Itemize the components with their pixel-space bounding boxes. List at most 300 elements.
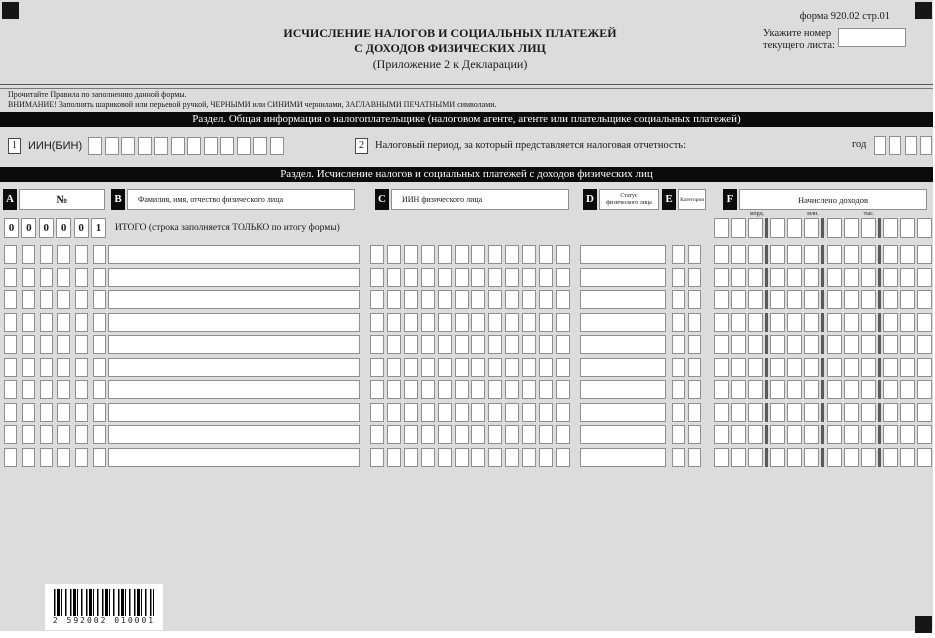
row-number-cell[interactable] [75,380,88,399]
amount-cell[interactable] [748,245,763,264]
row-number-cell[interactable] [40,403,53,422]
iin-cell[interactable] [370,245,384,264]
status-input[interactable] [580,380,666,399]
iin-bin-cell[interactable] [253,137,267,155]
row-number-cell[interactable] [40,290,53,309]
iin-cell[interactable] [370,380,384,399]
amount-cell[interactable] [770,218,785,238]
iin-cell[interactable] [556,268,570,287]
row-number-cell[interactable] [22,358,35,377]
iin-cell[interactable] [438,448,452,467]
amount-cell[interactable] [770,358,785,377]
row-number-cell[interactable] [40,245,53,264]
status-input[interactable] [580,313,666,332]
category-cell[interactable] [672,268,685,287]
iin-cell[interactable] [471,245,485,264]
iin-cell[interactable] [387,358,401,377]
amount-cell[interactable] [827,425,842,444]
row-number-cell[interactable] [22,335,35,354]
amount-cell[interactable] [844,448,859,467]
amount-cell[interactable] [883,335,898,354]
iin-cell[interactable] [522,245,536,264]
amount-cell[interactable] [827,380,842,399]
row-number-cell[interactable] [75,335,88,354]
amount-cell[interactable] [917,425,932,444]
iin-cell[interactable] [421,380,435,399]
category-cell[interactable] [672,403,685,422]
amount-cell[interactable] [900,245,915,264]
iin-cell[interactable] [471,403,485,422]
iin-cell[interactable] [505,425,519,444]
iin-cell[interactable] [370,448,384,467]
amount-cell[interactable] [748,218,763,238]
iin-cell[interactable] [421,245,435,264]
amount-cell[interactable] [770,268,785,287]
iin-cell[interactable] [421,358,435,377]
iin-cell[interactable] [421,425,435,444]
row-number-cell[interactable] [57,290,70,309]
iin-cell[interactable] [421,448,435,467]
iin-cell[interactable] [488,335,502,354]
amount-cell[interactable] [804,245,819,264]
category-cell[interactable] [688,313,701,332]
amount-cell[interactable] [731,245,746,264]
row-number-cell[interactable] [4,245,17,264]
amount-cell[interactable] [770,380,785,399]
row-number-cell[interactable] [40,335,53,354]
iin-cell[interactable] [522,268,536,287]
amount-cell[interactable] [827,290,842,309]
iin-cell[interactable] [438,335,452,354]
amount-cell[interactable] [714,245,729,264]
category-cell[interactable] [688,290,701,309]
category-cell[interactable] [688,335,701,354]
year-cell[interactable] [905,136,917,155]
iin-cell[interactable] [505,358,519,377]
amount-cell[interactable] [861,218,876,238]
amount-cell[interactable] [883,245,898,264]
category-cell[interactable] [672,425,685,444]
row-number-cell[interactable] [22,403,35,422]
iin-cell[interactable] [522,335,536,354]
row-number-cell[interactable] [93,403,106,422]
amount-cell[interactable] [770,245,785,264]
row-number-cell[interactable] [4,290,17,309]
row-number-cell[interactable] [93,313,106,332]
row-number-cell[interactable] [93,425,106,444]
row-number-cell[interactable] [4,448,17,467]
iin-cell[interactable] [488,403,502,422]
iin-bin-cell[interactable] [237,137,251,155]
row-number-cell[interactable] [40,358,53,377]
iin-cell[interactable] [505,268,519,287]
iin-cell[interactable] [522,358,536,377]
category-cell[interactable] [688,380,701,399]
iin-bin-cell[interactable] [105,137,119,155]
iin-cell[interactable] [539,335,553,354]
row-number-cell[interactable] [22,290,35,309]
iin-bin-cell[interactable] [171,137,185,155]
amount-cell[interactable] [714,403,729,422]
iin-cell[interactable] [438,268,452,287]
amount-cell[interactable] [900,403,915,422]
sheet-number-input[interactable] [838,28,906,47]
amount-cell[interactable] [861,335,876,354]
iin-cell[interactable] [370,425,384,444]
iin-cell[interactable] [421,268,435,287]
iin-cell[interactable] [404,268,418,287]
amount-cell[interactable] [917,358,932,377]
iin-cell[interactable] [421,335,435,354]
amount-cell[interactable] [804,268,819,287]
amount-cell[interactable] [844,425,859,444]
iin-cell[interactable] [421,313,435,332]
iin-cell[interactable] [522,425,536,444]
amount-cell[interactable] [731,313,746,332]
iin-cell[interactable] [471,425,485,444]
amount-cell[interactable] [731,448,746,467]
iin-cell[interactable] [404,358,418,377]
amount-cell[interactable] [748,358,763,377]
row-number-cell[interactable] [4,358,17,377]
status-input[interactable] [580,425,666,444]
row-number-cell[interactable] [4,268,17,287]
amount-cell[interactable] [731,290,746,309]
status-input[interactable] [580,245,666,264]
row-number-cell[interactable] [22,425,35,444]
amount-cell[interactable] [844,358,859,377]
iin-cell[interactable] [471,335,485,354]
amount-cell[interactable] [827,218,842,238]
iin-cell[interactable] [471,290,485,309]
amount-cell[interactable] [787,358,802,377]
iin-cell[interactable] [488,425,502,444]
amount-cell[interactable] [804,380,819,399]
iin-cell[interactable] [556,448,570,467]
iin-cell[interactable] [455,313,469,332]
row-number-cell[interactable] [4,425,17,444]
amount-cell[interactable] [917,245,932,264]
iin-cell[interactable] [488,448,502,467]
amount-cell[interactable] [883,290,898,309]
iin-cell[interactable] [488,358,502,377]
amount-cell[interactable] [917,380,932,399]
row-number-cell[interactable] [22,448,35,467]
row-number-cell[interactable] [40,448,53,467]
amount-cell[interactable] [787,245,802,264]
amount-cell[interactable] [861,313,876,332]
amount-cell[interactable] [787,268,802,287]
row-number-cell[interactable] [75,290,88,309]
iin-cell[interactable] [488,245,502,264]
row-number-cell[interactable] [75,448,88,467]
amount-cell[interactable] [883,448,898,467]
iin-cell[interactable] [404,448,418,467]
iin-cell[interactable] [438,358,452,377]
row-number-cell[interactable] [40,380,53,399]
iin-cell[interactable] [488,380,502,399]
iin-cell[interactable] [556,245,570,264]
amount-cell[interactable] [804,425,819,444]
amount-cell[interactable] [861,268,876,287]
iin-bin-cell[interactable] [88,137,102,155]
iin-cell[interactable] [438,245,452,264]
amount-cell[interactable] [861,403,876,422]
iin-cell[interactable] [556,290,570,309]
amount-cell[interactable] [861,380,876,399]
amount-cell[interactable] [900,335,915,354]
amount-cell[interactable] [770,403,785,422]
row-number-cell[interactable] [57,313,70,332]
amount-cell[interactable] [748,425,763,444]
iin-cell[interactable] [438,425,452,444]
amount-cell[interactable] [861,358,876,377]
row-number-cell[interactable] [22,268,35,287]
row-number-cell[interactable] [75,268,88,287]
amount-cell[interactable] [917,218,932,238]
iin-cell[interactable] [471,313,485,332]
amount-cell[interactable] [844,313,859,332]
iin-cell[interactable] [387,335,401,354]
amount-cell[interactable] [861,290,876,309]
iin-cell[interactable] [370,335,384,354]
amount-cell[interactable] [844,380,859,399]
amount-cell[interactable] [900,448,915,467]
iin-cell[interactable] [522,313,536,332]
category-cell[interactable] [672,448,685,467]
name-input[interactable] [108,290,360,309]
row-number-cell[interactable] [57,268,70,287]
iin-bin-cell[interactable] [270,137,284,155]
amount-cell[interactable] [861,425,876,444]
amount-cell[interactable] [714,448,729,467]
category-cell[interactable] [688,425,701,444]
iin-cell[interactable] [522,448,536,467]
amount-cell[interactable] [827,358,842,377]
iin-cell[interactable] [404,313,418,332]
amount-cell[interactable] [917,448,932,467]
iin-cell[interactable] [421,290,435,309]
iin-cell[interactable] [505,290,519,309]
row-number-cell[interactable] [57,380,70,399]
amount-cell[interactable] [748,380,763,399]
amount-cell[interactable] [748,313,763,332]
iin-cell[interactable] [387,425,401,444]
iin-cell[interactable] [522,380,536,399]
row-number-cell[interactable] [40,313,53,332]
row-number-cell[interactable] [93,380,106,399]
amount-cell[interactable] [731,335,746,354]
iin-bin-cell[interactable] [220,137,234,155]
amount-cell[interactable] [917,335,932,354]
name-input[interactable] [108,380,360,399]
iin-cell[interactable] [471,380,485,399]
iin-cell[interactable] [556,403,570,422]
iin-cell[interactable] [455,403,469,422]
year-cell[interactable] [889,136,901,155]
iin-cell[interactable] [556,313,570,332]
row-number-cell[interactable] [93,290,106,309]
status-input[interactable] [580,448,666,467]
iin-bin-cell[interactable] [121,137,135,155]
status-input[interactable] [580,335,666,354]
iin-bin-cell[interactable] [138,137,152,155]
amount-cell[interactable] [917,290,932,309]
row-number-cell[interactable] [22,380,35,399]
row-number-cell[interactable] [93,448,106,467]
category-cell[interactable] [672,313,685,332]
amount-cell[interactable] [787,335,802,354]
iin-cell[interactable] [522,290,536,309]
amount-cell[interactable] [917,403,932,422]
iin-cell[interactable] [488,313,502,332]
row-number-cell[interactable] [75,358,88,377]
iin-cell[interactable] [455,268,469,287]
amount-cell[interactable] [827,245,842,264]
iin-cell[interactable] [404,425,418,444]
amount-cell[interactable] [731,380,746,399]
iin-cell[interactable] [455,245,469,264]
iin-cell[interactable] [455,335,469,354]
iin-cell[interactable] [421,403,435,422]
amount-cell[interactable] [770,313,785,332]
amount-cell[interactable] [844,335,859,354]
iin-cell[interactable] [438,313,452,332]
amount-cell[interactable] [714,313,729,332]
category-cell[interactable] [688,358,701,377]
category-cell[interactable] [672,358,685,377]
iin-cell[interactable] [455,425,469,444]
iin-cell[interactable] [370,358,384,377]
status-input[interactable] [580,358,666,377]
iin-cell[interactable] [438,290,452,309]
amount-cell[interactable] [714,290,729,309]
category-cell[interactable] [672,335,685,354]
amount-cell[interactable] [731,403,746,422]
iin-cell[interactable] [556,425,570,444]
row-number-cell[interactable] [57,403,70,422]
amount-cell[interactable] [883,218,898,238]
amount-cell[interactable] [731,425,746,444]
iin-cell[interactable] [505,313,519,332]
iin-cell[interactable] [455,380,469,399]
category-cell[interactable] [672,245,685,264]
amount-cell[interactable] [770,448,785,467]
iin-cell[interactable] [505,380,519,399]
amount-cell[interactable] [748,290,763,309]
category-cell[interactable] [672,290,685,309]
category-cell[interactable] [688,403,701,422]
iin-cell[interactable] [387,313,401,332]
row-number-cell[interactable] [4,380,17,399]
iin-cell[interactable] [505,245,519,264]
amount-cell[interactable] [861,245,876,264]
iin-cell[interactable] [387,290,401,309]
row-number-cell[interactable] [4,403,17,422]
amount-cell[interactable] [787,313,802,332]
amount-cell[interactable] [861,448,876,467]
row-number-cell[interactable] [57,448,70,467]
amount-cell[interactable] [787,218,802,238]
amount-cell[interactable] [900,425,915,444]
amount-cell[interactable] [917,268,932,287]
amount-cell[interactable] [804,403,819,422]
row-number-cell[interactable] [57,358,70,377]
category-cell[interactable] [688,245,701,264]
iin-cell[interactable] [505,448,519,467]
amount-cell[interactable] [900,380,915,399]
amount-cell[interactable] [827,313,842,332]
iin-cell[interactable] [539,245,553,264]
iin-cell[interactable] [488,290,502,309]
amount-cell[interactable] [804,218,819,238]
row-number-cell[interactable] [4,335,17,354]
iin-cell[interactable] [556,358,570,377]
row-number-cell[interactable] [22,313,35,332]
status-input[interactable] [580,403,666,422]
row-number-cell[interactable] [57,245,70,264]
iin-cell[interactable] [370,290,384,309]
name-input[interactable] [108,245,360,264]
amount-cell[interactable] [748,335,763,354]
amount-cell[interactable] [714,218,729,238]
iin-cell[interactable] [556,335,570,354]
iin-cell[interactable] [522,403,536,422]
iin-cell[interactable] [387,268,401,287]
iin-cell[interactable] [387,448,401,467]
amount-cell[interactable] [787,290,802,309]
iin-cell[interactable] [539,313,553,332]
amount-cell[interactable] [804,358,819,377]
iin-cell[interactable] [404,290,418,309]
iin-cell[interactable] [539,268,553,287]
amount-cell[interactable] [827,335,842,354]
iin-bin-cell[interactable] [204,137,218,155]
amount-cell[interactable] [844,268,859,287]
iin-cell[interactable] [505,403,519,422]
iin-cell[interactable] [539,448,553,467]
row-number-cell[interactable] [75,403,88,422]
amount-cell[interactable] [748,268,763,287]
amount-cell[interactable] [883,358,898,377]
amount-cell[interactable] [827,403,842,422]
iin-cell[interactable] [438,380,452,399]
amount-cell[interactable] [748,403,763,422]
amount-cell[interactable] [731,358,746,377]
row-number-cell[interactable] [40,425,53,444]
iin-cell[interactable] [370,403,384,422]
year-cell[interactable] [874,136,886,155]
amount-cell[interactable] [883,268,898,287]
row-number-cell[interactable] [57,425,70,444]
iin-cell[interactable] [539,403,553,422]
iin-cell[interactable] [455,358,469,377]
year-cell[interactable] [920,136,932,155]
row-number-cell[interactable] [4,313,17,332]
iin-cell[interactable] [455,290,469,309]
iin-cell[interactable] [539,380,553,399]
name-input[interactable] [108,403,360,422]
amount-cell[interactable] [787,425,802,444]
amount-cell[interactable] [787,403,802,422]
row-number-cell[interactable] [57,335,70,354]
amount-cell[interactable] [731,218,746,238]
amount-cell[interactable] [827,268,842,287]
iin-bin-cell[interactable] [154,137,168,155]
iin-cell[interactable] [539,358,553,377]
amount-cell[interactable] [714,380,729,399]
amount-cell[interactable] [787,448,802,467]
